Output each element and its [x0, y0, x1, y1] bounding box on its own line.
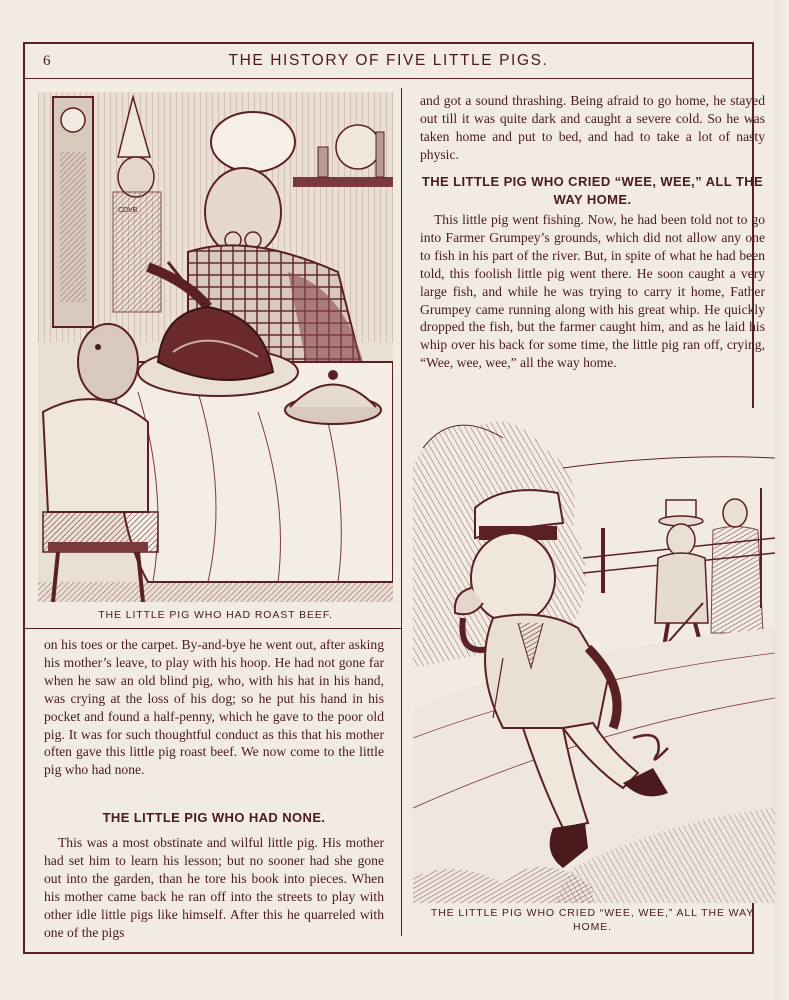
wee-wee-illustration — [413, 408, 775, 903]
running-title: THE HISTORY OF FIVE LITTLE PIGS. — [228, 52, 549, 69]
wee-wee-caption: THE LITTLE PIG WHO CRIED “WEE, WEE,” ALL THE WAY HOME. — [430, 907, 755, 933]
paragraph: This was a most obstinate and wilful little pig. His mother had set him to learn his lesson; but no sooner had she gone out into the garden, than he tore his book into pieces. When his mother came back he ran off into the streets to play with other idle little pigs like himself. After this he quarreled with one of the pigs — [44, 835, 384, 940]
roast-beef-caption: THE LITTLE PIG WHO HAD ROAST BEEF. — [98, 609, 333, 621]
page-header — [25, 44, 752, 79]
page-edge — [775, 0, 789, 1000]
section-title-had-none: THE LITTLE PIG WHO HAD NONE. — [102, 810, 326, 825]
section-title-wee-wee: THE LITTLE PIG WHO CRIED “WEE, WEE,” ALL THE WAY HOME. — [421, 174, 764, 207]
roast-beef-engraving — [38, 92, 393, 602]
caption-rule — [25, 628, 401, 629]
paragraph: and got a sound thrashing. Being afraid to go home, he stayed out till it was quite dark and caught a severe cold. So he was taken home and put to bed, and had to take a lot of nasty physic. — [420, 93, 765, 162]
left-continued-paragraph — [44, 636, 384, 779]
paragraph: This little pig went fishing. Now, he had been told not to go into Farmer Grumpey’s grounds, which did not allow any one to fish in his part of the river. But, in spite of what he had been told, this foolish little pig went there. He soon caught a very large fish, and while he was trying to carry it home, Father Grumpey came running along with his great whip. He quickly dropped the fish, but the farmer caught him, and as he laid his whip over his back for some time, the little pig ran off, crying, “Wee, wee, wee,” all the way home. — [420, 212, 765, 371]
picture-label: CDVB — [118, 207, 138, 214]
right-continued-paragraph — [420, 92, 765, 164]
page-number: 6 — [43, 53, 51, 69]
column-divider — [401, 88, 402, 936]
roast-beef-illustration — [38, 92, 393, 602]
paragraph: on his toes or the carpet. By-and-bye he went out, after asking his mother’s leave, to play with his hoop. He had not gone far when he saw an old blind pig, who, with his hat in his hand, was crying at the loss of his dog; so he put his hand in his pocket and found a half-penny, which he gave to the poor old pig. It was for such thoughtful conduct as this that his mother often gave this little pig roast beef. We now come to the little pig who had none. — [44, 637, 384, 778]
left-section-paragraph — [44, 834, 384, 941]
right-section-paragraph — [420, 211, 765, 372]
wee-wee-engraving — [413, 408, 775, 903]
